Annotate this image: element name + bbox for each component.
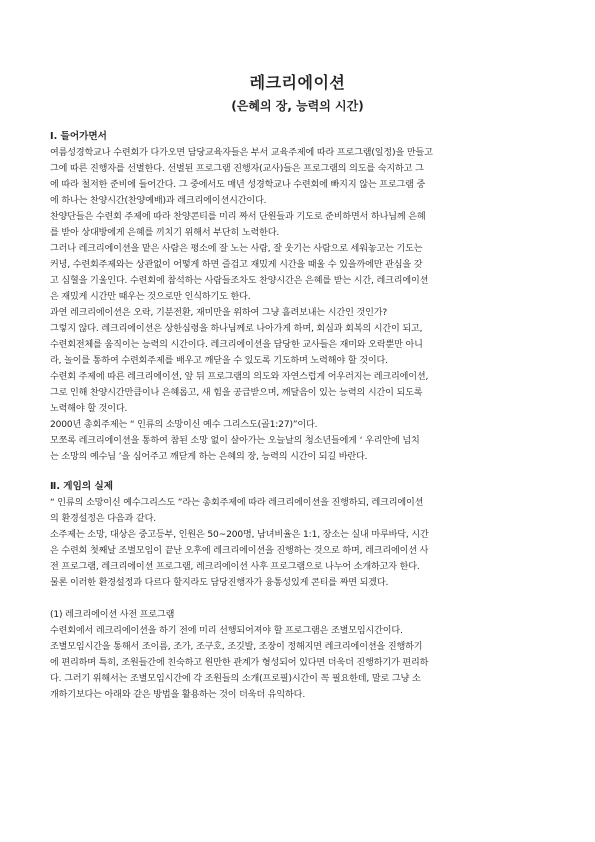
paragraph-line: 는 소망의 예수님 ’을 심어주고 깨닫게 하는 은혜의 장, 능력의 시간이 되길 바란다. (50, 452, 368, 462)
section-spacer (50, 465, 552, 479)
document-body (50, 129, 552, 703)
paragraph-line: 에 하나는 찬양시간(찬양예배)과 레크리에이션시간이다. (50, 196, 267, 206)
paragraph-line: 전 프로그램, 레크리에이션 프로그램, 레크리에이션 사후 프로그램으로 나누어 소개하고자 한다. (50, 562, 420, 572)
paragraph-line: 고 심혈을 기울인다. 수련회에 참석하는 사람들조차도 찬양시간은 은혜를 받는 시간, 레크리에이션 (50, 276, 429, 286)
paragraph (50, 241, 552, 305)
paragraph-line: 개하기보다는 아래와 같은 방법을 활용하는 것이 더욱더 유익하다. (50, 690, 306, 700)
paragraph (50, 145, 552, 209)
document-title: 레크리에이션 (249, 73, 346, 92)
paragraph (50, 209, 552, 241)
paragraph-line: 모쪼록 레크리에이션을 통하여 참된 소망 없이 살아가는 오늘날의 청소년들에게 ‘ 우리안에 넘치 (50, 436, 420, 446)
paragraph (50, 369, 552, 417)
paragraph-line: 수련회전체를 움직이는 능력의 시간이다. 레크리에이션을 담당한 교사들은 재미와 오락뿐만 아니 (50, 340, 423, 350)
paragraph-line: 에 따라 철저한 준비에 들어간다. 그 중에서도 매년 성경학교나 수련회에 빠지지 않는 프로그램 중 (50, 180, 426, 190)
paragraph (50, 527, 552, 591)
paragraph-line: 를 받아 상대방에게 은혜를 끼치기 위해서 부단히 노력한다. (50, 228, 280, 238)
document-subtitle: (은혜의 장, 능력의 시간) (231, 99, 364, 113)
paragraph-line: 그렇지 않다. 레크리에이션은 상한심령을 하나님께로 나아가게 하며, 회심과 회복의 시간이 되고, (50, 324, 423, 334)
paragraph-line: 그에 따른 진행자를 선별한다. 선별된 프로그램 진행자(교사)들은 프로그램의 의도를 숙지하고 그 (50, 164, 424, 174)
paragraph-line: 에 편리하며 특히, 조원들간에 친숙하고 원만한 관계가 형성되어 있다면 더욱더 진행하기가 편리하 (50, 658, 429, 668)
paragraph-line: “ 인류의 소망이신 예수그리스도 ”라는 총회주제에 따라 레크리에이션을 진행하되, 레크리에이션 (50, 498, 424, 508)
paragraph-line: 조별모임시간을 통해서 조이름, 조가, 조구호, 조깃발, 조장이 정해지면 레크리에이션을 진행하기 (50, 642, 423, 652)
paragraph (50, 321, 552, 369)
paragraph-line: 그로 인해 찬양시간만큼이나 은혜롭고, 새 힘을 공급받으며, 깨달음이 있는 능력의 시간이 되도록 (50, 388, 423, 398)
paragraph-line: 소주제는 소망, 대상은 중고등부, 인원은 50~200명, 남녀비율은 1:1, 장소는 실내 마루바닥, 시간 (50, 530, 429, 540)
paragraph-line: 여름성경학교나 수련회가 다가오면 담당교육자들은 부서 교육주제에 따라 프로그램(일정)을 만들고 (50, 148, 433, 158)
section-heading: Ⅰ. 들어가면서 (50, 131, 107, 142)
paragraph-line: 수련회 주제에 따른 레크리에이션, 앞 뒤 프로그램의 의도와 자연스럽게 어우러지는 레크리에이션, (50, 372, 429, 382)
subsection-heading: (1) 레크리에이션 사전 프로그램 (50, 610, 175, 620)
paragraph (50, 623, 552, 703)
paragraph (50, 433, 552, 465)
paragraph-line: 2000년 총회주제는 “ 인류의 소망이신 예수 그리스도(골1:27)”이다. (50, 420, 318, 430)
paragraph (50, 305, 552, 321)
paragraph-line: 은 수련회 첫째날 조별모임이 끝난 오후에 레크리에이션을 진행하는 것으로 하며, 레크리에이션 사 (50, 546, 429, 556)
paragraph-line: 노력해야 할 것이다. (50, 404, 128, 414)
paragraph-line: 수련회에서 레크리에이션을 하기 전에 미리 선행되어져야 할 프로그램은 조별모임시간이다. (50, 626, 403, 636)
section-heading: Ⅱ. 게임의 실제 (50, 481, 113, 492)
paragraph-line: 찬양단들은 수련회 주제에 따라 찬양콘티를 미리 짜서 단원들과 기도로 준비하면서 하나님께 은혜 (50, 212, 426, 222)
paragraph-line: 과연 레크리에이션은 오락, 기분전환, 재미만을 위하여 그냥 흘려보내는 시간인 것인가? (50, 308, 388, 318)
paragraph (50, 495, 552, 527)
paragraph-line: 다. 그러기 위해서는 조별모임시간에 각 조원들의 소개(프로필)시간이 꼭 필요한데, 말로 그냥 소 (50, 674, 421, 684)
paragraph-line: 그러나 레크리에이션을 맡은 사람은 평소에 잘 노는 사람, 잘 웃기는 사람으로 세워놓고는 기도는 (50, 244, 423, 254)
paragraph (50, 417, 552, 433)
paragraph-line: 의 환경설정은 다음과 같다. (50, 514, 156, 524)
paragraph-line: 물론 이러한 환경설정과 다르다 할지라도 담당진행자가 융통성있게 콘티를 짜면 되겠다. (50, 578, 389, 588)
paragraph-line: 은 재밌게 시간만 때우는 것으로만 인식하기도 한다. (50, 292, 251, 302)
paragraph-line: 커녕, 수련회주제와는 상관없이 어떻게 하면 즐겁고 재밌게 시간을 때울 수 있을까에만 관심을 갖 (50, 260, 423, 270)
subsection-spacer (50, 591, 552, 607)
paragraph-line: 라, 놀이를 통하여 수련회주제를 배우고 깨닫을 수 있도록 기도하며 노력해야 할 것이다. (50, 356, 388, 366)
